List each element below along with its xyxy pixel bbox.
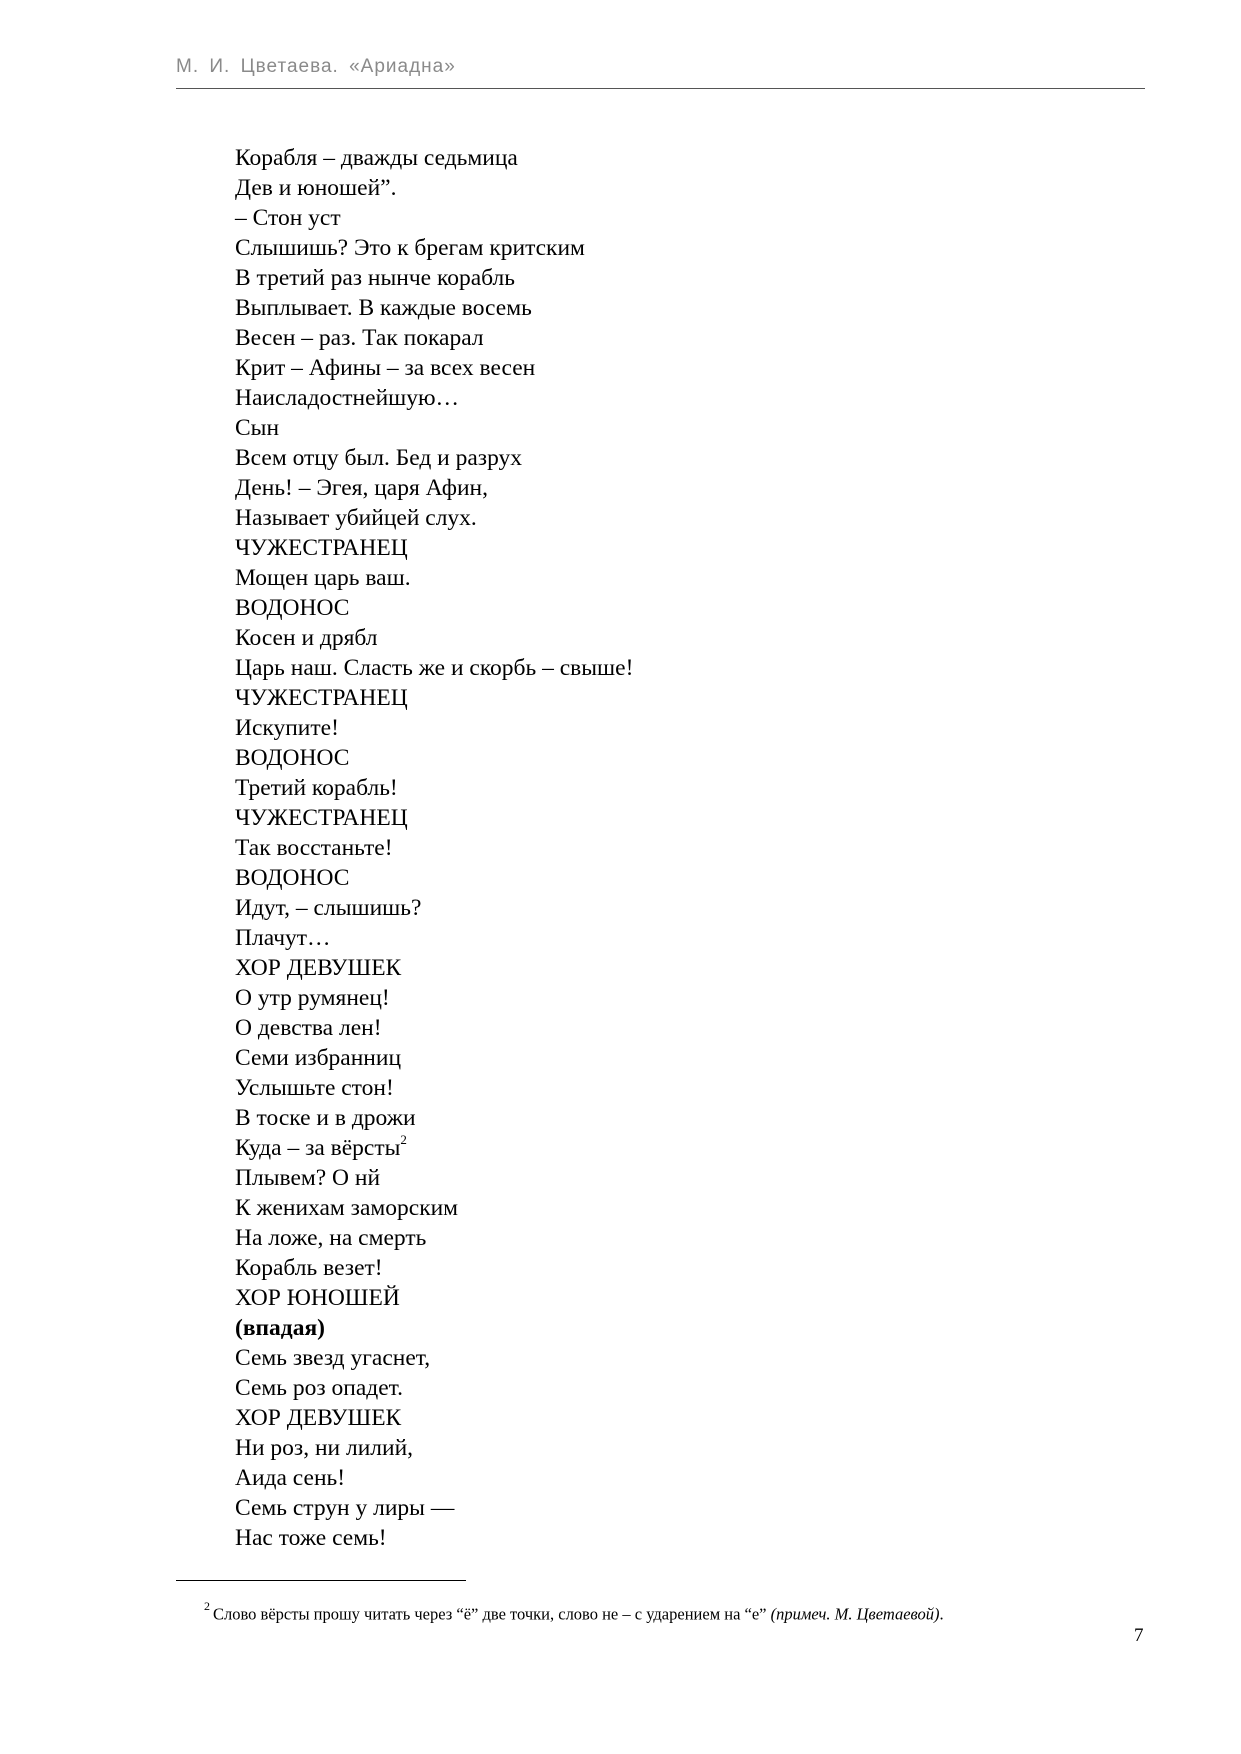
verse-line <box>235 1223 633 1253</box>
verse-line-text: Косен и дрябл <box>235 625 378 651</box>
verse-line-text: Корабль везет! <box>235 1255 383 1281</box>
verse-line-text: Крит – Афины – за всех весен <box>235 355 536 381</box>
verse-line <box>235 713 633 743</box>
verse-line <box>235 263 633 293</box>
verse-line <box>235 1403 633 1433</box>
verse-text <box>235 143 633 1553</box>
verse-line-text: Так восстаньте! <box>235 835 393 861</box>
verse-line <box>235 923 633 953</box>
verse-line-text: В тоске и в дрожи <box>235 1105 416 1131</box>
verse-line <box>235 1103 633 1133</box>
verse-line-text: (впадая) <box>235 1315 325 1341</box>
verse-line <box>235 1043 633 1073</box>
verse-line <box>235 533 633 563</box>
verse-line-text: ЧУЖЕСТРАНЕЦ <box>235 805 408 831</box>
verse-line-text: Выплывает. В каждые восемь <box>235 295 532 321</box>
verse-line <box>235 1433 633 1463</box>
verse-line-text: Куда – за вёрсты <box>235 1135 401 1161</box>
verse-line <box>235 623 633 653</box>
verse-line <box>235 863 633 893</box>
verse-line <box>235 803 633 833</box>
verse-line <box>235 323 633 353</box>
verse-line-text: Семь звезд угаснет, <box>235 1345 431 1371</box>
verse-line <box>235 683 633 713</box>
verse-line <box>235 1133 633 1163</box>
verse-line-text: Услышьте стон! <box>235 1075 394 1101</box>
verse-line-text: На ложе, на смерть <box>235 1225 427 1251</box>
verse-line <box>235 1373 633 1403</box>
verse-line-text: Всем отцу был. Бед и разрух <box>235 445 523 471</box>
verse-line-text: Называет убийцей слух. <box>235 505 477 531</box>
verse-line-text: Царь наш. Сласть же и скорбь – свыше! <box>235 655 634 681</box>
verse-line <box>235 1253 633 1283</box>
verse-line <box>235 233 633 263</box>
verse-line-text: ЧУЖЕСТРАНЕЦ <box>235 535 408 561</box>
verse-line-text: Семь роз опадет. <box>235 1375 404 1401</box>
verse-line <box>235 383 633 413</box>
verse-line <box>235 1283 633 1313</box>
verse-line-text: Идут, – слышишь? <box>235 895 422 921</box>
verse-line-text: Третий корабль! <box>235 775 398 801</box>
verse-line <box>235 893 633 923</box>
verse-line-text: ВОДОНОС <box>235 595 350 621</box>
verse-line <box>235 1193 633 1223</box>
verse-line <box>235 203 633 233</box>
verse-line <box>235 173 633 203</box>
footnote-marker: 2 <box>204 1599 210 1613</box>
verse-line <box>235 503 633 533</box>
verse-line-text: Дев и юношей”. <box>235 175 397 201</box>
footnote-reference: 2 <box>400 1132 407 1148</box>
verse-line-text: Плывем? О нй <box>235 1165 381 1191</box>
verse-line <box>235 1073 633 1103</box>
verse-line-text: Корабля – дважды седьмица <box>235 145 518 171</box>
verse-line <box>235 983 633 1013</box>
verse-line <box>235 1013 633 1043</box>
verse-line <box>235 353 633 383</box>
verse-line-text: К женихам заморским <box>235 1195 459 1221</box>
verse-line-text: Ни роз, ни лилий, <box>235 1435 414 1461</box>
verse-line-text: ВОДОНОС <box>235 865 350 891</box>
verse-line-text: В третий раз нынче корабль <box>235 265 515 291</box>
verse-line-text: ХОР ЮНОШЕЙ <box>235 1285 400 1311</box>
verse-line-text: Мощен царь ваш. <box>235 565 411 591</box>
verse-line-text: О девства лен! <box>235 1015 382 1041</box>
verse-line <box>235 953 633 983</box>
verse-line-text: Семь струн у лиры — <box>235 1495 455 1521</box>
verse-line-text: Сын <box>235 415 280 441</box>
verse-line-text: ВОДОНОС <box>235 745 350 771</box>
verse-line-text: Семи избранниц <box>235 1045 402 1071</box>
verse-line-text: Весен – раз. Так покарал <box>235 325 484 351</box>
verse-line-text: День! – Эгея, царя Афин, <box>235 475 488 501</box>
verse-line <box>235 563 633 593</box>
verse-line-text: Наисладостнейшую… <box>235 385 460 411</box>
verse-line-text: Плачут… <box>235 925 331 951</box>
footnote-divider <box>176 1580 466 1581</box>
verse-line-text: Слышишь? Это к брегам критским <box>235 235 585 261</box>
verse-line <box>235 1163 633 1193</box>
verse-line <box>235 1343 633 1373</box>
verse-line <box>235 1313 633 1343</box>
verse-line <box>235 593 633 623</box>
verse-line <box>235 413 633 443</box>
verse-line <box>235 1523 633 1553</box>
footnote-note: (примеч. М. Цветаевой) <box>770 1604 940 1624</box>
verse-line-text: ХОР ДЕВУШЕК <box>235 1405 402 1431</box>
verse-line <box>235 473 633 503</box>
verse-line <box>235 1463 633 1493</box>
verse-line-text: – Стон уст <box>235 205 341 231</box>
verse-line-text: ЧУЖЕСТРАНЕЦ <box>235 685 408 711</box>
verse-line <box>235 653 633 683</box>
verse-line <box>235 743 633 773</box>
verse-line-text: О утр румянец! <box>235 985 390 1011</box>
verse-line-text: Аида сень! <box>235 1465 346 1491</box>
verse-line <box>235 143 633 173</box>
verse-line <box>235 833 633 863</box>
footnote <box>204 1599 944 1625</box>
verse-line-text: ХОР ДЕВУШЕК <box>235 955 402 981</box>
footnote-end: . <box>939 1604 944 1624</box>
verse-line-text: Нас тоже семь! <box>235 1525 387 1551</box>
verse-line <box>235 1493 633 1523</box>
running-header: М. И. Цветаева. «Ариадна» <box>176 56 456 77</box>
footnote-text: Слово вёрсты прошу читать через “ё” две точки, слово не – с ударением на “е” <box>213 1604 767 1624</box>
verse-line <box>235 293 633 323</box>
verse-line <box>235 773 633 803</box>
page-number: 7 <box>1134 1625 1144 1646</box>
header-divider <box>176 88 1145 89</box>
verse-line-text: Искупите! <box>235 715 339 741</box>
verse-line <box>235 443 633 473</box>
